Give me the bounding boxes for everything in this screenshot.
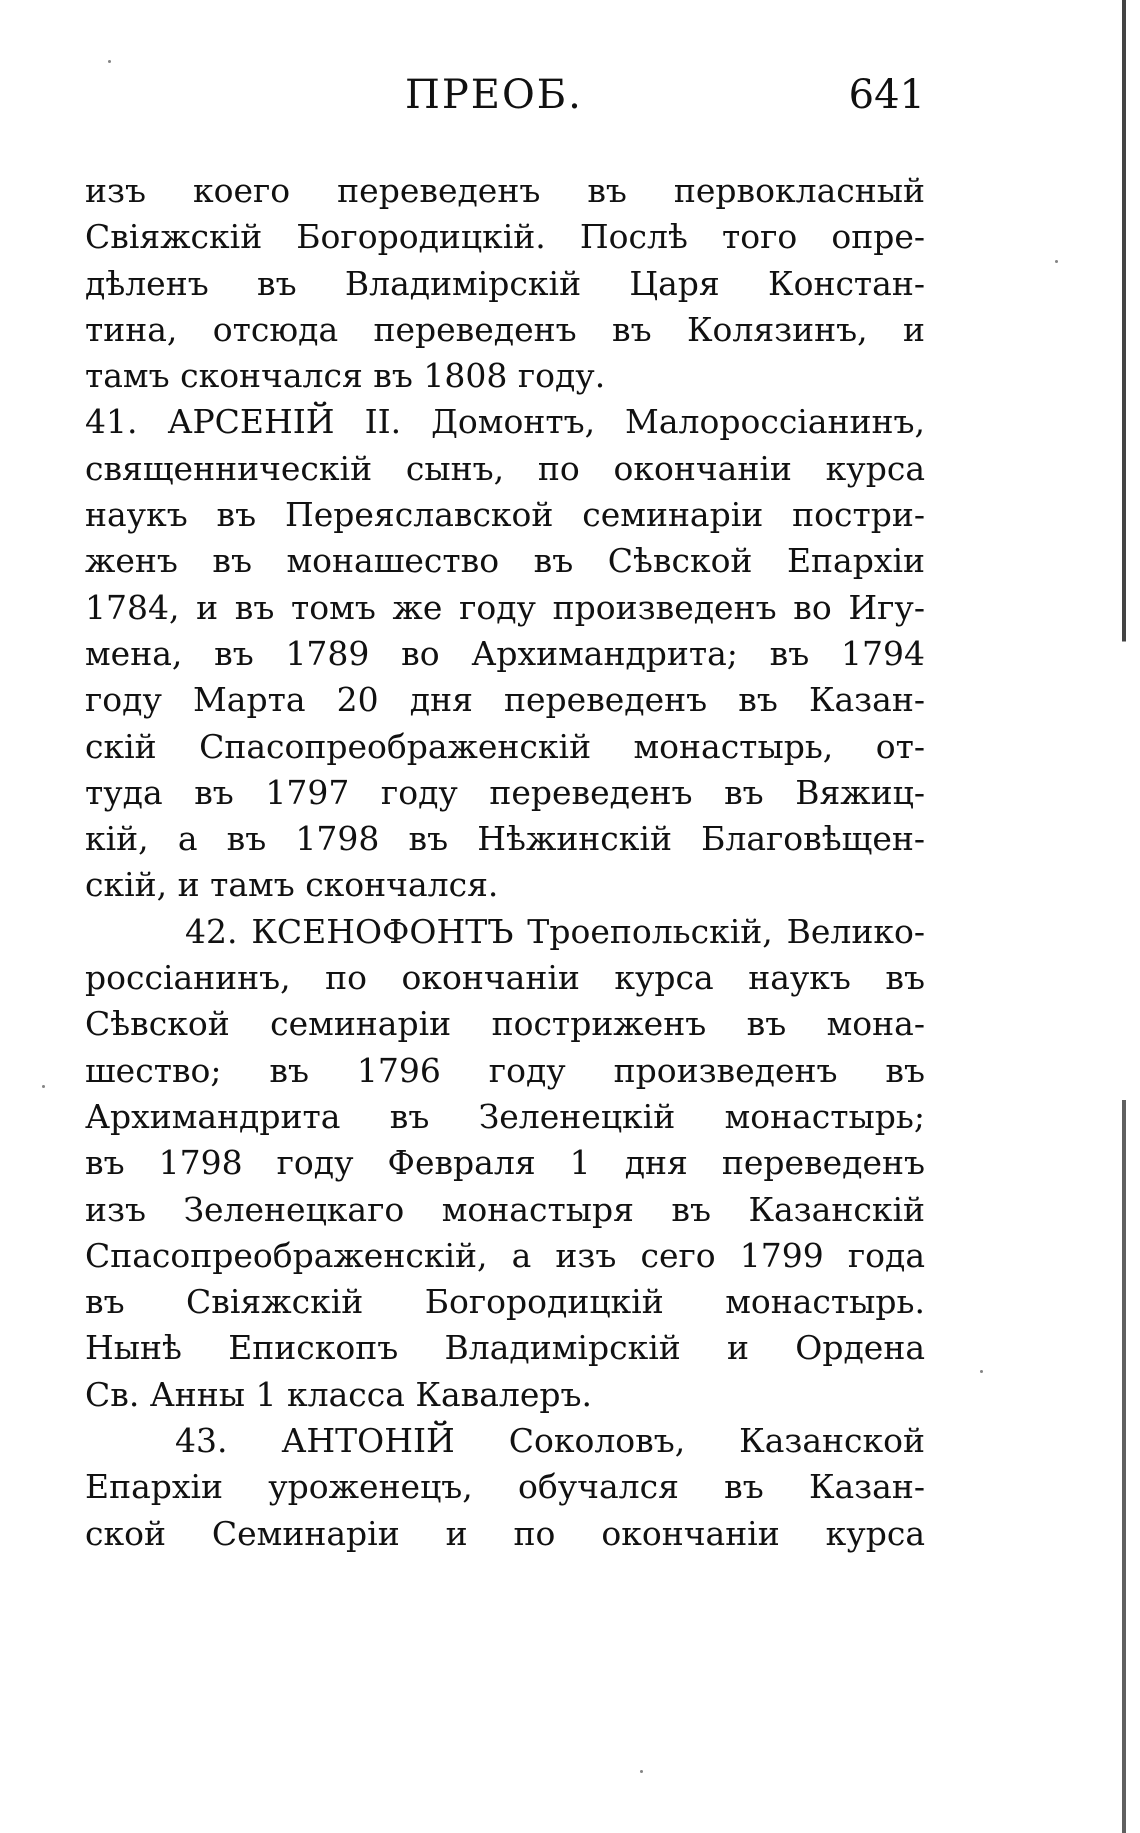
text-line: тамъ скончался въ 1808 году. [85,356,606,396]
entry-heading-line: 41. АРСЕНІЙ II. Домонтъ, Малороссіанинъ, [85,402,925,442]
text-line: кій, а въ 1798 въ Нѣжинскій Благовѣщен- [85,819,925,859]
page-number: 641 [848,72,925,118]
text-line: скій, и тамъ скончался. [85,865,499,905]
text-line: шество; въ 1796 году произведенъ въ [85,1050,925,1090]
text-line: году Марта 20 дня переведенъ въ Казан- [85,680,925,720]
print-speck [980,1370,983,1373]
text-line: Свіяжскій Богородицкій. Послѣ того опре- [85,217,925,257]
text-line: изъ Зеленецкаго монастыря въ Казанскій [85,1189,925,1229]
text-line: священническій сынъ, по окончаніи курса [85,448,925,488]
text-line: въ Свіяжскій Богородицкій монастырь. [85,1282,925,1322]
text-line: въ 1798 году Февраля 1 дня переведенъ [85,1143,925,1183]
text-line: Св. Анны 1 класса Кавалеръ. [85,1374,592,1414]
print-speck [1055,260,1058,263]
text-line: женъ въ монашество въ Сѣвской Епархіи [85,541,925,581]
text-line: Сѣвской семинаріи постриженъ въ мона- [85,1004,925,1044]
text-line: Спасопреображенскій, а изъ сего 1799 года [85,1235,925,1275]
running-header [405,72,925,132]
text-line: туда въ 1797 году переведенъ въ Вяжиц- [85,772,925,812]
text-line: дѣленъ въ Владимірскій Царя Констан- [85,263,925,303]
text-line: ской Семинаріи и по окончаніи курса [85,1513,925,1553]
text-line: 1784, и въ томъ же году произведенъ во Игу- [85,587,925,627]
print-speck [640,1770,643,1773]
text-line: Нынѣ Епископъ Владимірскій и Ордена [85,1328,925,1368]
page-edge-shadow [1122,0,1126,1833]
text-line: наукъ въ Переяславской семинаріи постри- [85,495,925,535]
entry-heading-line: 42. КСЕНОФОНТЪ Троепольскій, Велико- [185,911,925,951]
text-line: мена, въ 1789 во Архимандрита; въ 1794 [85,633,925,673]
text-line: изъ коего переведенъ въ первокласный [85,171,925,210]
text-line: Епархіи уроженецъ, обучался въ Казан- [85,1467,925,1507]
text-line: Архимандрита въ Зеленецкій монастырь; [85,1096,925,1136]
entry-heading-line: 43. АНТОНІЙ Соколовъ, Казанской [175,1421,925,1461]
text-line: россіанинъ, по окончаніи курса наукъ въ [85,958,925,998]
body-text [85,168,925,1557]
text-line: тина, отсюда переведенъ въ Колязинъ, и [85,309,925,349]
print-speck [42,1085,45,1088]
print-speck [108,60,111,63]
running-title: ПРЕОБ. [405,72,583,118]
text-line: скій Спасопреображенскій монастырь, от- [85,726,925,766]
